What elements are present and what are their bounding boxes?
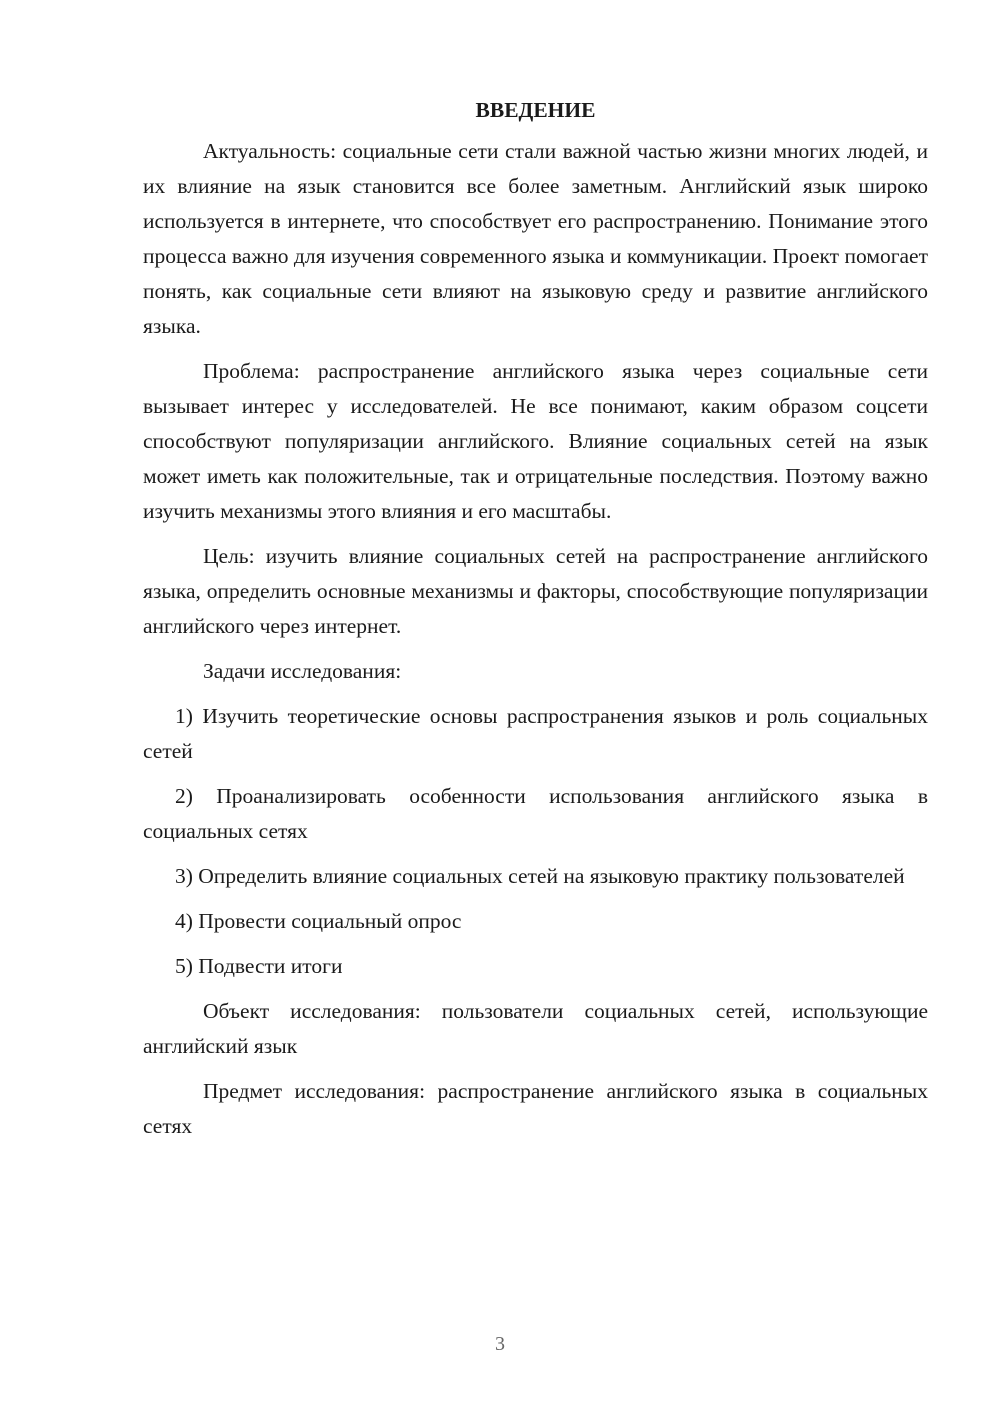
relevance-paragraph: Актуальность: социальные сети стали важной частью жизни многих людей, и их влияние на язык становится все более заметным. Английский язык широко используется в интернете, что способствует его распространению. Понимание этого процесса важно для изучения современного языка и коммуникации. Проект помогает понять, как социальные сети влияют на языковую среду и развитие английского языка. bbox=[143, 139, 928, 338]
document-page bbox=[143, 92, 928, 1154]
goal-paragraph: Цель: изучить влияние социальных сетей на распространение английского языка, определить основные механизмы и факторы, способствующие популяризации английского через интернет. bbox=[143, 544, 928, 638]
research-subject-paragraph: Предмет исследования: распространение английского языка в социальных сетях bbox=[143, 1079, 928, 1138]
tasks-heading: Задачи исследования: bbox=[203, 659, 402, 683]
task-item: 3) Определить влияние социальных сетей на языковую практику пользователей bbox=[175, 864, 905, 888]
problem-paragraph: Проблема: распространение английского языка через социальные сети вызывает интерес у исследователей. Не все понимают, каким образом соцсети способствуют популяризации английского. Влияние социальных сетей на язык может иметь как положительные, так и отрицательные последствия. Поэтому важно изучить механизмы этого влияния и его масштабы. bbox=[143, 359, 928, 523]
task-item: 5) Подвести итоги bbox=[175, 954, 343, 978]
task-item: 2) Проанализировать особенности использования английского языка в социальных сетях bbox=[143, 784, 928, 843]
task-item: 1) Изучить теоретические основы распространения языков и роль социальных сетей bbox=[143, 704, 928, 763]
research-object-paragraph: Объект исследования: пользователи социальных сетей, использующие английский язык bbox=[143, 999, 928, 1058]
section-title: ВВЕДЕНИЕ bbox=[475, 98, 596, 122]
task-item: 4) Провести социальный опрос bbox=[175, 909, 462, 933]
page-number: 3 bbox=[495, 1333, 505, 1355]
